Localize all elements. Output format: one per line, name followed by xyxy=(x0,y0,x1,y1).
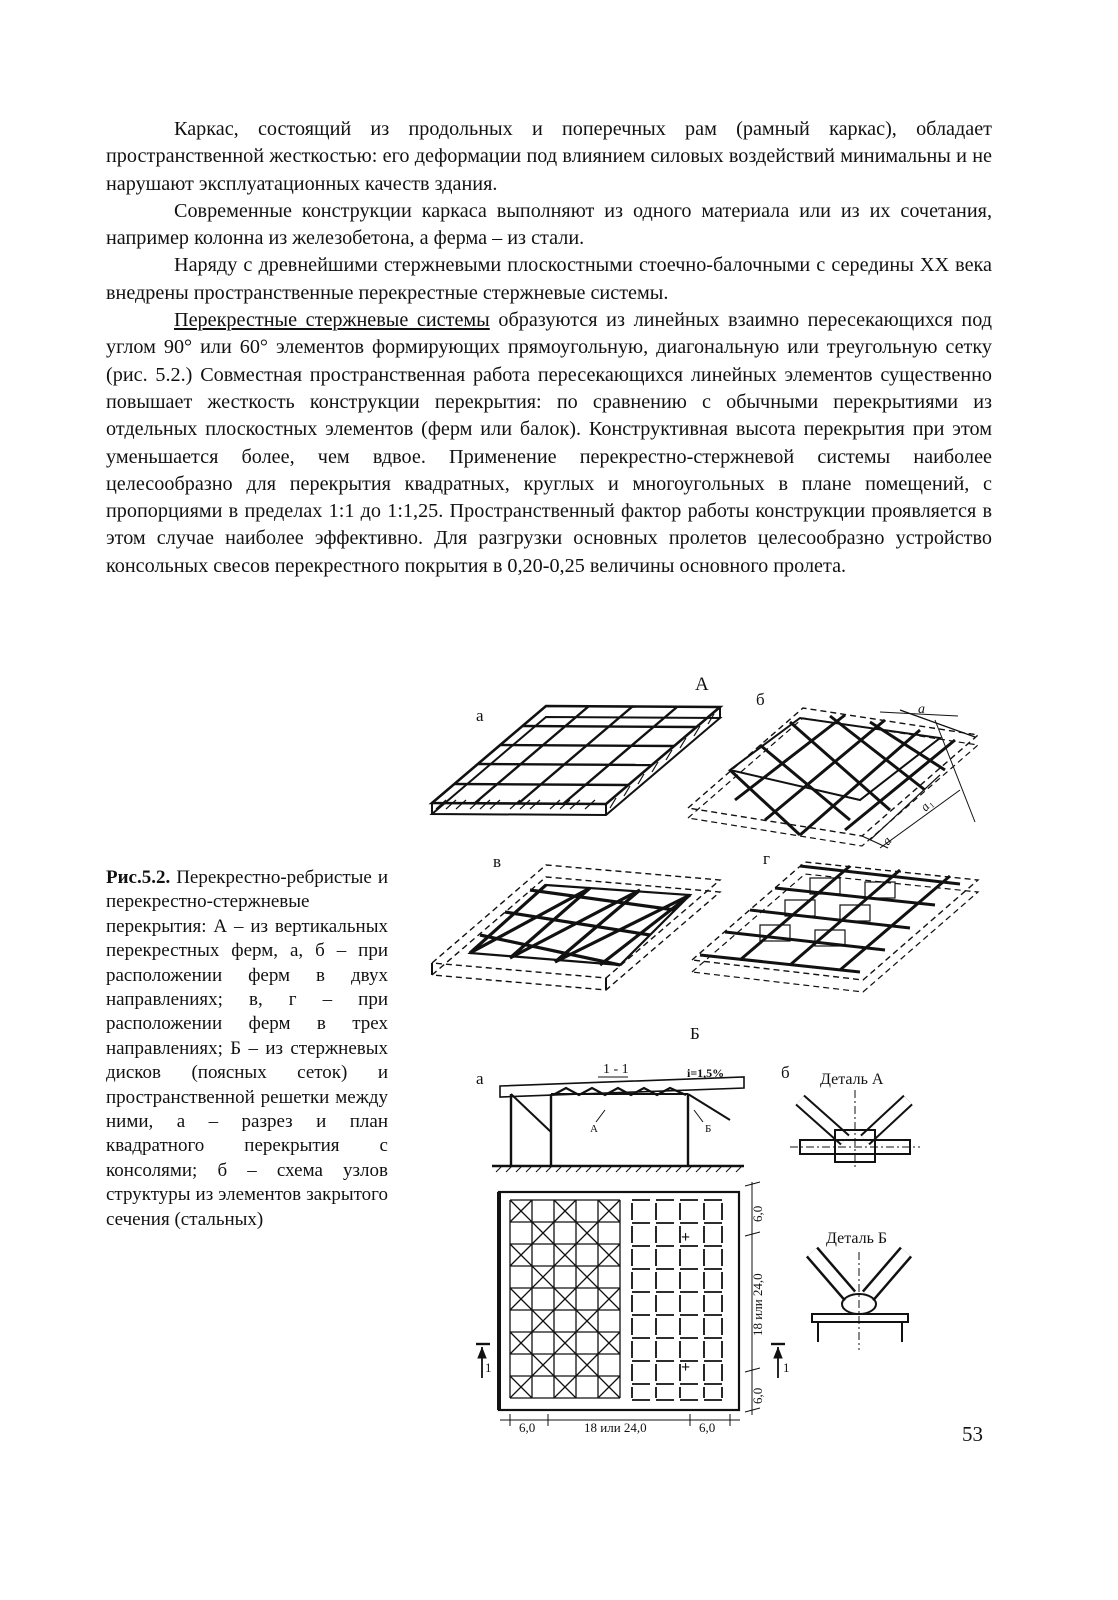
node-a-label: А xyxy=(590,1123,598,1135)
paragraph-2: Современные конструкции каркаса выполняют из одного материала или из их сочетания, например колонна из железобетона, а ферма – из стали. xyxy=(106,199,992,250)
dim-18-24-vertical: 18 или 24,0 xyxy=(750,1273,765,1336)
drawing-g-triangular-trusses xyxy=(692,862,978,992)
sublabel-b-top: б xyxy=(756,690,765,709)
drawing-b-diagonal-trusses xyxy=(688,708,978,848)
plus-marker-bottom: + xyxy=(681,1359,691,1376)
term-cross-bar-systems: Перекрестные стержневые системы xyxy=(174,309,490,332)
dim-18-24-horizontal: 18 или 24,0 xyxy=(584,1420,647,1435)
plan-square-slab xyxy=(499,1192,739,1410)
dimension-a-bottom: a xyxy=(878,833,895,848)
paragraph-3: Наряду с древнейшими стержневыми плоскостными стоечно-балочными с середины XX века внедрены пространственные перекрестные стержневые системы. xyxy=(106,254,992,304)
detail-b-title: Деталь Б xyxy=(826,1230,888,1247)
dim-6-bottom: 6,0 xyxy=(750,1387,765,1404)
drawing-v-triangular-trusses xyxy=(432,865,720,990)
plus-marker-top: + xyxy=(681,1229,691,1246)
section-label: 1 - 1 xyxy=(603,1062,629,1077)
dim-6-top: 6,0 xyxy=(750,1205,765,1222)
detail-a-node xyxy=(790,1090,920,1170)
cut-mark-right: 1 xyxy=(783,1360,790,1375)
sublabel-g: г xyxy=(763,849,770,868)
sublabel-a-bottom: а xyxy=(476,1069,484,1088)
sublabel-a-top: а xyxy=(476,706,484,725)
figure-caption-text: Перекрестно-ребристые и перекрестно-стержневые перекрытия: А – из вертикальных перекрестных ферм, а, б – при расположении ферм в двух направлениях; в, г – при расположении ферм в трех направлениях; Б – из стержневых дисков (поясных сеток) и пространственной решетки между ними, а – разрез и план квадратного перекрытия с консолями; б – схема узлов структуры из элементов закрытого сечения (стальных) xyxy=(106,867,388,1230)
dim-6-right: 6,0 xyxy=(699,1420,716,1435)
sublabel-v: в xyxy=(493,852,502,871)
paragraph-1: Каркас, состоящий из продольных и поперечных рам (рамный каркас), обладает пространственной жесткостью: его деформации под влиянием силовых воздействий минимальны и не нарушают эксплуатационных качеств здания. xyxy=(106,118,992,195)
figure-caption-label: Рис.5.2. xyxy=(106,867,171,888)
dim-6-left: 6,0 xyxy=(519,1420,536,1435)
dimension-a-top: a xyxy=(918,702,925,717)
dimension-a1: a₁ xyxy=(916,795,936,814)
cut-mark-left: 1 xyxy=(485,1360,492,1375)
detail-b-node xyxy=(812,1252,908,1350)
sublabel-b-bottom: б xyxy=(781,1063,790,1082)
slope-label: i=1,5% xyxy=(687,1066,725,1080)
group-a-label: А xyxy=(695,674,709,695)
group-b-label: Б xyxy=(690,1024,700,1043)
detail-a-title: Деталь А xyxy=(820,1071,884,1088)
paragraph-4-rest: образуются из линейных взаимно пересекающихся под углом 90° или 60° элементов формирующих прямоугольную, диагональную или треугольную сетку (рис. 5.2.) Совместная пространственная работа пересекающихся линейных элементов существенно повышает жесткость конструкции перекрытия: по сравнению с обычными перекрытиями из отдельных плоскостных элементов (ферм или балок). Конструктивная высота перекрытия при этом уменьшается более, чем вдвое. Применение перекрестно-стержневой системы наиболее целесообразно для перекрытия квадратных, круглых и многоугольных в плане помещений, с пропорциями в пределах 1:1 до 1:1,25. Пространственный фактор работы конструкции проявляется в этом случае наиболее эффективно. Для разгрузки основных пролетов целесообразно устройство консольных свесов перекрестного покрытия в 0,20-0,25 величины основного пролета. xyxy=(106,309,992,577)
page-number: 53 xyxy=(962,1422,983,1446)
node-b-label: Б xyxy=(705,1123,712,1135)
